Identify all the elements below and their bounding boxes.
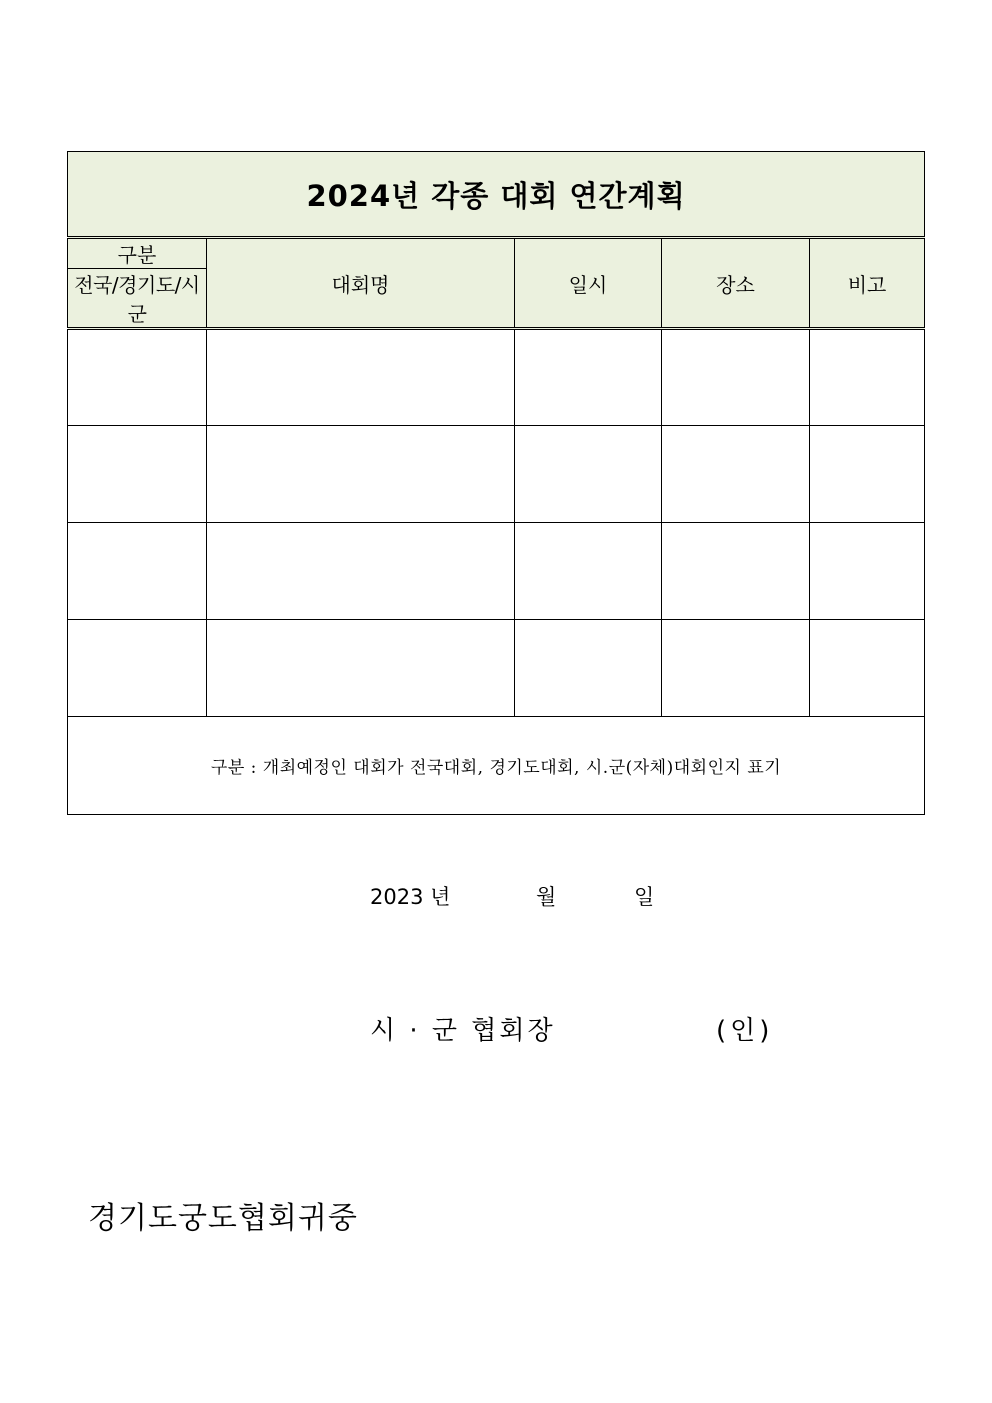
cell-date[interactable] (515, 523, 662, 620)
header-remark: 비고 (810, 238, 925, 329)
table-note: 구분 : 개최예정인 대회가 전국대회, 경기도대회, 시.군(자체)대회인지 표기 (68, 717, 925, 815)
header-gubun: 구분 (68, 238, 207, 269)
cell-place[interactable] (662, 329, 810, 426)
table-row (68, 329, 925, 426)
cell-remark[interactable] (810, 329, 925, 426)
header-gubun-sub: 전국/경기도/시군 (68, 269, 207, 329)
cell-remark[interactable] (810, 620, 925, 717)
cell-gubun[interactable] (68, 426, 207, 523)
cell-gubun[interactable] (68, 329, 207, 426)
cell-name[interactable] (207, 329, 515, 426)
date-day: 일 (634, 885, 655, 909)
cell-place[interactable] (662, 620, 810, 717)
cell-place[interactable] (662, 426, 810, 523)
recipient: 경기도궁도협회귀중 (88, 1201, 358, 1236)
seal-mark: (인) (716, 1016, 774, 1046)
table-row (68, 523, 925, 620)
cell-name[interactable] (207, 523, 515, 620)
header-date: 일시 (515, 238, 662, 329)
table-row (68, 426, 925, 523)
cell-remark[interactable] (810, 523, 925, 620)
cell-remark[interactable] (810, 426, 925, 523)
cell-place[interactable] (662, 523, 810, 620)
header-place: 장소 (662, 238, 810, 329)
cell-name[interactable] (207, 620, 515, 717)
table-title: 2024년 각종 대회 연간계획 (68, 152, 925, 238)
cell-name[interactable] (207, 426, 515, 523)
cell-gubun[interactable] (68, 523, 207, 620)
date-year: 2023 년 (370, 885, 451, 909)
signature-title: 시 · 군 협회장 (370, 1016, 556, 1046)
annual-plan-table (67, 151, 925, 815)
header-name: 대회명 (207, 238, 515, 329)
date-month: 월 (536, 885, 557, 909)
cell-gubun[interactable] (68, 620, 207, 717)
cell-date[interactable] (515, 329, 662, 426)
table-row (68, 620, 925, 717)
cell-date[interactable] (515, 426, 662, 523)
cell-date[interactable] (515, 620, 662, 717)
